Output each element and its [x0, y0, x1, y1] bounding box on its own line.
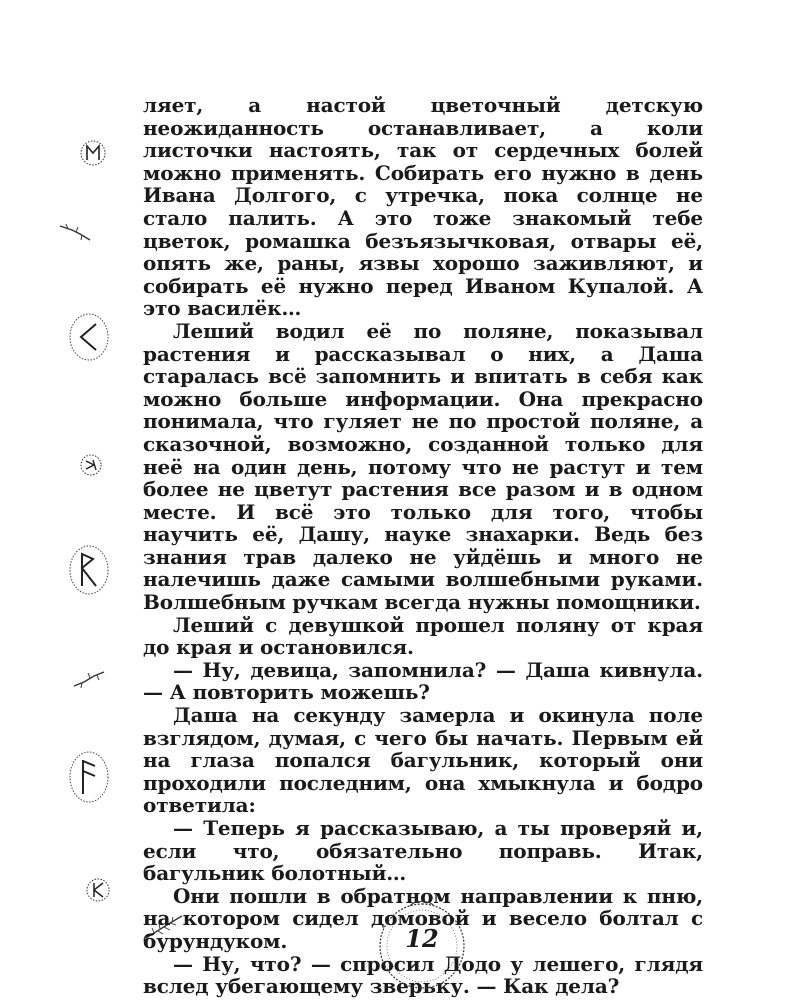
paragraph: — Ну, девица, запомнила? — Даша кивнула. — А повторить можешь?	[143, 657, 703, 705]
page-number-frame	[372, 900, 472, 990]
paragraph: — Ну, что? — спросил Додо у лешего, глядя вслед убегающему зверьку. — Как дела?	[143, 951, 703, 999]
paragraph: Леший водил её по поляне, показывал растения и рассказывал о них, а Даша старалась всё запомнить и впитать в себя как можно больше информации. Она прекрасно понимала, что гуляет не по простой поляне, а сказочной, возможно, созданной только для неё на один день, потому что не растут и тем более не цветут растения все разом и в одном месте. И всё это только для того, чтобы научить её, Дашу, науке знахарки. Ведь без знания трав далеко не уйдёшь и много не налечишь даже самыми волшебными руками. Волшебным ручкам всегда нужны помощники.	[143, 318, 703, 615]
paragraph: ляет, а настой цветочный детскую неожиданность останавливает, а коли листочки настоять, так от сердечных болей можно применять. Собирать его нужно в день Ивана Долгого, с утречка, пока солнце не стало палить. А это тоже знакомый тебе цветок, ромашка безъязычковая, отвары её, опять же, раны, язвы хорошо заживляют, и собирать её нужно перед Иваном Купалой. А это василёк…	[143, 93, 703, 321]
rune-m-icon	[78, 138, 108, 168]
page-number: 12	[405, 924, 439, 953]
paragraph: Леший с девушкой прошел поляну от края до края и остановился.	[143, 612, 703, 660]
rune-f-icon	[66, 748, 112, 806]
paragraph: Даша на секунду замерла и окинула поле взглядом, думая, с чего бы начать. Первым ей на глаза попался багульник, который они проходили последним, она хмыкнула и бодро ответила:	[143, 703, 703, 818]
small-rune-icon	[78, 452, 104, 478]
paragraph: Они пошли в обратном направлении к пню, на котором сидел домовой и весело болтал с бурундуком.	[143, 883, 703, 953]
twig-icon	[72, 668, 106, 690]
twig-icon	[58, 220, 92, 244]
rune-k-icon	[84, 876, 112, 904]
rune-r-icon	[66, 542, 112, 598]
paragraph: — Теперь я рассказываю, а ты проверяй и, если что, обязательно поправь. Итак, багульник болотный…	[143, 816, 703, 886]
rune-kaun-icon	[66, 310, 112, 364]
body-text	[143, 94, 703, 998]
